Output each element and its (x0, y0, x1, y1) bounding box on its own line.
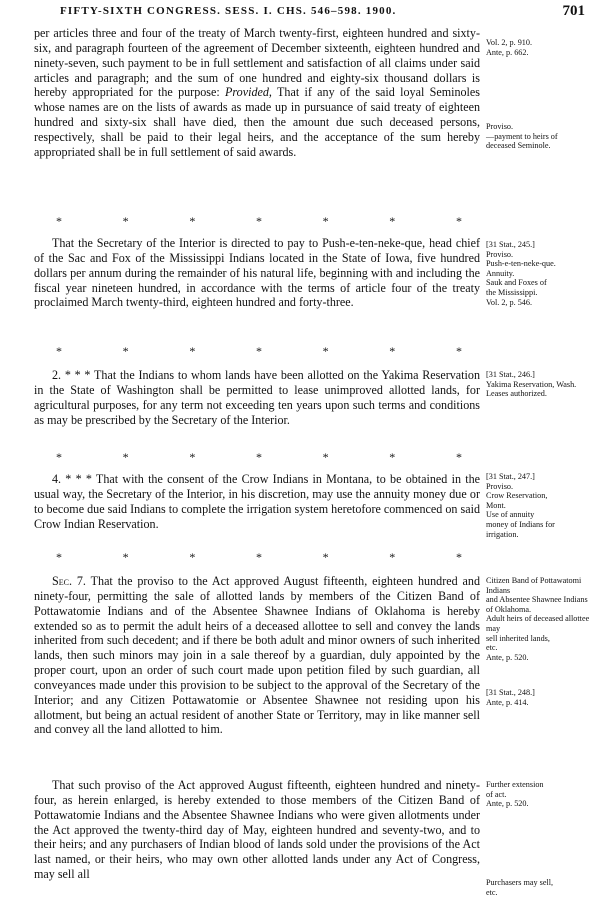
separator-stars-3: * * * * * * * (56, 450, 462, 464)
paragraph-yakima-leases: 2. * * * That the Indians to whom lands have been allotted on the Yakima Reservation in the State of Washington shall be permitted to lease unimproved allotted lands, for agricultural purposes, for any term not exceeding ten years upon such terms and conditions as may be prescribed by the Secretary of the Interior. (34, 368, 480, 427)
margin-note: [31 Stat., 245.] Proviso. Push-e-ten-neke-que. Annuity. Sauk and Foxes of the Mississippi. Vol. 2, p. 546. (486, 240, 556, 307)
separator-stars-1: * * * * * * * (56, 214, 462, 228)
margin-notes-column (486, 26, 590, 904)
main-text-column (34, 26, 480, 904)
margin-note: Purchasers may sell, etc. (486, 878, 554, 897)
page-number: 701 (562, 3, 585, 19)
margin-note: Citizen Band of Pottawatomi Indians and Absentee Shawnee Indians of Oklahoma. Adult heirs of deceased allottee may sell inherited lands, etc. Ante, p. 520. (486, 576, 590, 662)
paragraph-crow-irrigation: 4. * * * That with the consent of the Crow Indians in Montana, to be obtained in the usual way, the Secretary of the Interior, in his discretion, may use the annuity money due or to become due said Indians to complete the irrigation system heretofore commenced on said Crow Indian Reservation. (34, 472, 480, 531)
section-lead: Sec. 7. (52, 574, 86, 588)
paragraph-section-7: Sec. 7. That the proviso to the Act approved August fifteenth, eighteen hundred and ninety-four, permitting the sale of allotted lands by members of the Citizen Band of Pottawatomie Indians and of the Absentee Shawnee Indians of Oklahoma is hereby extended so as to permit the adult heirs of a deceased allottee to sell and convey the lands inherited from such decedent; and if there be both adult and minor owners of such inherited lands, then such minors may join in a sale thereof by a guardian, duly appointed by the proper court, upon an order of such court made upon petition filed by such guardian, all conveyances made under this provision to be subject to the approval of the Secretary of the Interior; and any Citizen Pottawatomie or Absentee Shawnee not residing upon his allotment, but being an actual resident of another State or Territory, may in like manner sell and convey all the land allotted to him. (34, 574, 480, 737)
paragraph-push-e-ten-neke-que: That the Secretary of the Interior is directed to pay to Push-e-ten-neke-que, head chief of the Sac and Fox of the Mississippi Indians located in the State of Iowa, five hundred dollars per annum during the remainder of his natural life, beginning with and including the fiscal year nineteen hundred, in accordance with the terms of article four of the treaty proclaimed March twenty-third, eighteen hundred and forty-three. (34, 236, 480, 310)
margin-note: Vol. 2, p. 910. Ante, p. 662. (486, 38, 533, 57)
margin-note: [31 Stat., 246.] Yakima Reservation, Wash. Leases authorized. (486, 370, 577, 399)
running-header (20, 5, 585, 23)
margin-note: Proviso. —payment to heirs of deceased Seminole. (486, 122, 558, 151)
paragraph-seminole-payment: per articles three and four of the treaty of March twenty-first, eighteen hundred and sixty-six, and paragraph fourteen of the agreement of December sixteenth, eighteen hundred and ninety-seven, such payment to be in full settlement and satisfaction of all claims under said articles and paragraph; and the sum of one hundred and eighty-six thousand dollars is hereby appropriated for the purpose: Provided, That if any of the said loyal Seminoles whose names are on the lists of awards as made up in pursuance of said treaty of eighteen hundred and sixty-six shall have died, then the amount due such deceased persons, respectively, shall be paid to their legal heirs, and the acceptance of the sum hereby appropriated shall be in full settlement of said awards. (34, 26, 480, 159)
separator-stars-2: * * * * * * * (56, 344, 462, 358)
margin-note: [31 Stat., 248.] Ante, p. 414. (486, 688, 535, 707)
margin-note: [31 Stat., 247.] Proviso. Crow Reservation, Mont. Use of annuity money of Indians for irrigation. (486, 472, 555, 539)
provided-italic: Provided, (225, 85, 272, 100)
running-head-text: FIFTY-SIXTH CONGRESS. SESS. I. CHS. 546–598. 1900. (60, 5, 397, 17)
margin-note: Further extension of act. Ante, p. 520. (486, 780, 544, 809)
separator-stars-4: * * * * * * * (56, 550, 462, 564)
paragraph-proviso-extension: That such proviso of the Act approved August fifteenth, eighteen hundred and ninety-four, as herein enlarged, is hereby extended to those members of the Citizen Band of Pottawatomie Indians and the Absentee Shawnee Indians who were given allotments under the Act approved the twenty-third day of May, eighteen hundred and seventy-two, and to their heirs; and any purchasers of Indian blood of lands sold under the provisions of the Act last named, or their heirs, who may own other allotted lands under any Act of Congress, may sell all (34, 778, 480, 882)
